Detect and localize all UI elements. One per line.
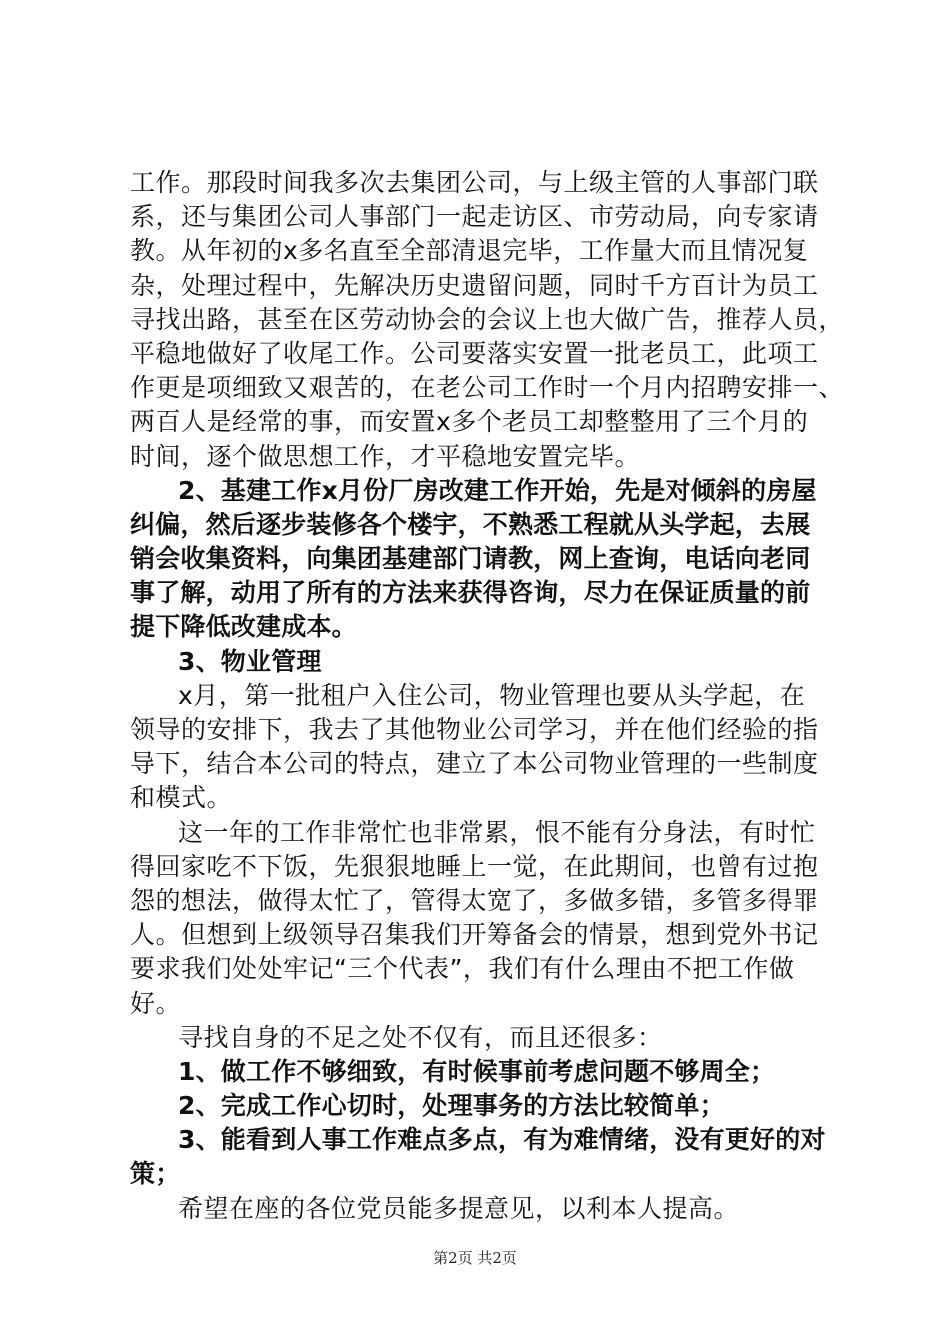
text-line: 工作。那段时间我多次去集团公司，与上级主管的人事部门联 bbox=[130, 168, 819, 197]
text-line: 寻找自身的不足之处不仅有，而且还很多： bbox=[178, 1022, 663, 1052]
text-line: 和模式。 bbox=[130, 783, 233, 813]
text-line: x月，第一批租户入住公司，物业管理也要从头学起，在 bbox=[178, 680, 806, 710]
text-line: 要求我们处处牢记“三个代表”，我们有什么理由不把工作做 bbox=[130, 954, 795, 984]
text-line: 平稳地做好了收尾工作。公司要落实安置一批老员工，此项工 bbox=[130, 338, 819, 368]
text-line: 得回家吃不下饭，先狠狠地睡上一觉，在此期间，也曾有过抱 bbox=[130, 851, 819, 881]
text-line: 2、完成工作心切时，处理事务的方法比较简单； bbox=[178, 1091, 725, 1121]
text-line: 杂，处理过程中，先解决历史遗留问题，同时千方百计为员工 bbox=[130, 270, 819, 300]
text-line: 3、能看到人事工作难点多点，有为难情绪，没有更好的对 bbox=[178, 1125, 826, 1155]
text-line: 导下，结合本公司的特点，建立了本公司物业管理的一些制度 bbox=[130, 749, 819, 779]
text-line: 人。但想到上级领导召集我们开筹备会的情景，想到党外书记 bbox=[130, 920, 819, 950]
text-line: 策； bbox=[130, 1159, 181, 1189]
text-line: 领导的安排下，我去了其他物业公司学习，并在他们经验的指 bbox=[130, 715, 819, 744]
text-line: 怨的想法，做得太忙了，管得太宽了，多做多错，多管多得罪 bbox=[130, 885, 819, 915]
text-line: 2、基建工作x月份厂房改建工作开始，先是对倾斜的房屋 bbox=[178, 475, 817, 505]
text-line: 作更是项细致又艰苦的，在老公司工作时一个月内招聘安排一、 bbox=[130, 373, 845, 403]
text-line: 这一年的工作非常忙也非常累，恨不能有分身法，有时忙 bbox=[178, 817, 816, 847]
text-line: 销会收集资料，向集团基建部门请教，网上查询，电话向老同 bbox=[130, 544, 811, 574]
text-line: 3、物业管理 bbox=[178, 646, 322, 676]
text-line: 寻找出路，甚至在区劳动协会的会议上也大做广告，推荐人员， bbox=[130, 304, 845, 334]
page-number-label: 第2页 共2页 bbox=[433, 1249, 517, 1267]
text-line: 系，还与集团公司人事部门一起走访区、市劳动局，向专家请 bbox=[130, 202, 819, 232]
text-line: 提下降低改建成本。 bbox=[130, 612, 357, 642]
text-line: 教。从年初的x多名直至全部清退完毕，工作量大而且情况复 bbox=[130, 236, 809, 266]
text-line: 希望在座的各位党员能多提意见，以利本人提高。 bbox=[178, 1193, 740, 1223]
text-line: 1、做工作不够细致，有时候事前考虑问题不够周全； bbox=[178, 1056, 776, 1086]
text-line: 时间，逐个做思想工作，才平稳地安置完毕。 bbox=[130, 441, 641, 471]
text-line: 纠偏，然后逐步装修各个楼宇，不熟悉工程就从头学起，去展 bbox=[130, 509, 811, 539]
document-body bbox=[130, 166, 845, 1226]
text-line: 事了解，动用了所有的方法来获得咨询，尽力在保证质量的前 bbox=[130, 578, 811, 608]
text-line: 两百人是经常的事，而安置x多个老员工却整整用了三个月的 bbox=[130, 407, 809, 437]
text-line: 好。 bbox=[130, 988, 182, 1018]
page-footer bbox=[0, 1247, 950, 1268]
